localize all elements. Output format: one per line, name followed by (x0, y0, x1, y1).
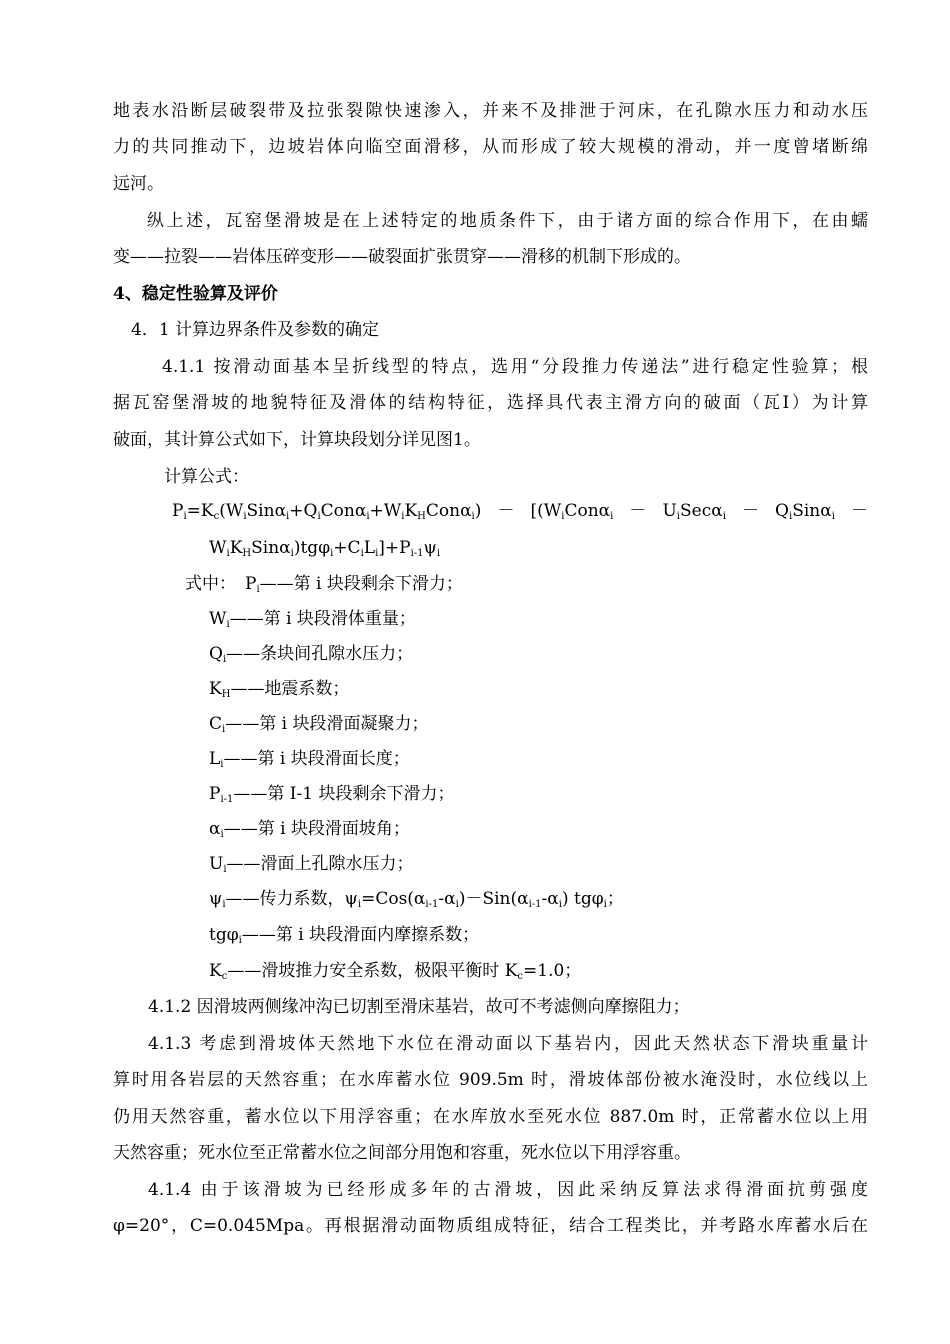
para1-line3: 远河。 (113, 174, 164, 194)
formula-term3: $U_iSec\alpha_i$ (662, 501, 726, 522)
def-alpha: $\alpha_i——$第 i 块段滑面坡角； (209, 819, 410, 840)
p412: 4.1.2 因滑坡两侧缘冲沟已切割至滑床基岩，故可不考滤侧向摩擦阻力； (148, 997, 690, 1017)
p413-line3: 仍用天然容重，蓄水位以下用浮容重；在水库放水至死水位 887.0m 时，正常蓄水位以上用 (113, 1107, 868, 1127)
formula-minus-4: － (850, 501, 868, 521)
formula-term4: $Q_iSin\alpha_i$ (775, 501, 835, 522)
subsection-heading-4-1: 4．1 计算边界条件及参数的确定 (131, 320, 380, 340)
formula-minus-3: － (741, 501, 759, 521)
p414-line1: 4.1.4 由于该滑坡为已经形成多年的古滑坡，因此采纳反算法求得滑面抗剪强度 (148, 1180, 868, 1200)
def-p: $P_i——$第 i 块段剩余下滑力； (245, 574, 463, 595)
def-kc: $K_c——$滑坡推力安全系数，极限平衡时 $K_c=1.0$； (209, 961, 582, 982)
p413-line2: 算时用各岩层的天然容重；在水库蓄水位 909.5m 时，滑坡体部份被水淹没时，水位线以上 (113, 1070, 868, 1090)
formula-minus-2: － (629, 501, 647, 521)
para2-line1: 纵上述，瓦窑堡滑坡是在上述特定的地质条件下，由于诸方面的综合作用下，在由蠕 (147, 211, 868, 231)
para1-line1: 地表水沿断层破裂带及拉张裂隙快速渗入，并来不及排泄于河床，在孔隙水压力和动水压 (113, 101, 868, 121)
def-c: $C_i——$第 i 块段滑面凝聚力； (209, 714, 429, 735)
def-kh: $K_H——$地震系数； (209, 679, 350, 700)
where-label: 式中： (185, 574, 236, 594)
section-heading-4: 4、稳定性验算及评价 (113, 284, 278, 304)
def-psi: $\psi_i——$传力系数，$\psi_i=Cos(\alpha_{i-1}-\alpha_i)-Sin(\alpha_{i-1}-\alpha_i)$ tgφ$_i$； (209, 889, 624, 910)
p411-line2: 据瓦窑堡滑坡的地貌特征及滑体的结构特征，选择具代表主滑方向的破面（瓦Ⅰ）为计算 (113, 393, 868, 413)
def-u: $U_i——$滑面上孔隙水压力； (209, 854, 414, 875)
p413-line1: 4.1.3 考虑到滑坡体天然地下水位在滑动面以下基岩内，因此天然状态下滑块重量计 (148, 1034, 868, 1054)
formula-label: 计算公式： (164, 467, 249, 487)
para2-line2: 变——拉裂——岩体压碎变形——破裂面扩张贯穿——滑移的机制下形成的。 (113, 247, 691, 267)
def-l: $L_i——$第 i 块段滑面长度； (209, 749, 410, 770)
p413-line4: 天然容重；死水位至正常蓄水位之间部分用饱和容重，死水位以下用浮容重。 (113, 1143, 691, 1163)
def-tg-phi: tgφ$_i$——第 i 块段滑面内摩擦系数； (209, 925, 480, 946)
p411-line3: 破面，其计算公式如下，计算块段划分详见图1。 (113, 430, 481, 450)
formula-line2: $W_iK_HSin\alpha_i)tg\varphi_i+C_iL_i]+P_{i-1}\psi_i$ (209, 538, 441, 559)
def-q: $Q_i——$条块间孔隙水压力； (209, 644, 414, 665)
p414-line2: φ=20°，C=0.045Mpa。再根据滑动面物质组成特征，结合工程类比，并考路水库蓄水后在 (113, 1216, 868, 1236)
para1-line2: 力的共同推动下，边坡岩体向临空面滑移，从而形成了较大规模的滑动，并一度曾堵断绵 (113, 137, 868, 157)
formula-line1 (172, 501, 868, 521)
formula-term1: $P_i=K_c(W_iSin\alpha_i+Q_iCon\alpha_i+W_iK_HCon\alpha_i)$ (172, 501, 482, 522)
p411-line1: 4.1.1 按滑动面基本呈折线型的特点，选用“分段推力传递法”进行稳定性验算；根 (162, 357, 868, 377)
formula-term2: [($W_iCon\alpha_i$ (530, 501, 614, 522)
def-w: $W_i——$第 i 块段滑体重量； (209, 609, 416, 630)
formula-minus-1: － (497, 501, 515, 521)
def-p-prev: $P_{i-1}——$第 I-1 块段剩余下滑力； (209, 784, 455, 805)
